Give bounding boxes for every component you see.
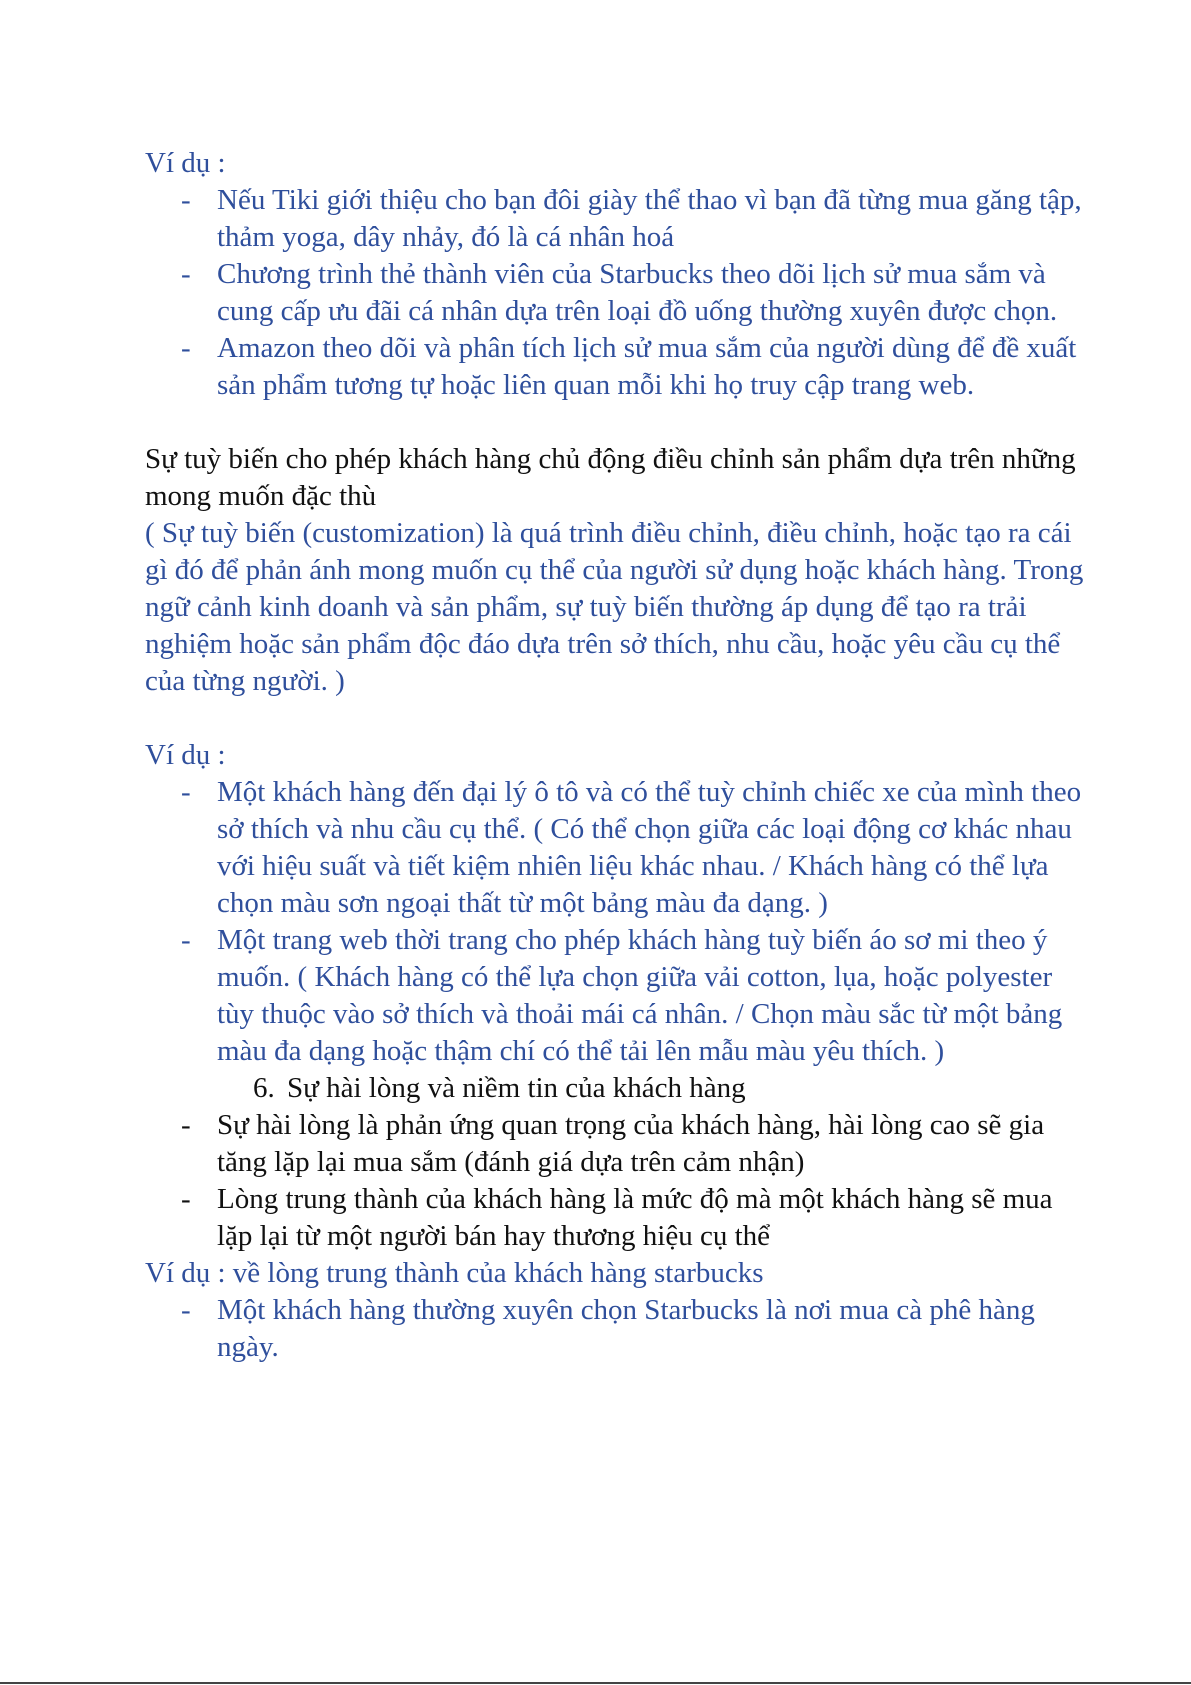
section-number: 6. xyxy=(253,1072,275,1104)
list-item xyxy=(145,774,1085,922)
dash-bullet: - xyxy=(181,1294,191,1326)
list-item xyxy=(145,922,1085,1070)
page-content xyxy=(145,145,1085,1366)
section-points xyxy=(145,1107,1085,1255)
dash-bullet: - xyxy=(181,1183,191,1215)
example-label: Ví dụ : về lòng trung thành của khách hàng starbucks xyxy=(145,1257,764,1289)
dash-bullet: - xyxy=(181,332,191,364)
spacer xyxy=(145,404,1085,441)
list-item-text: Một trang web thời trang cho phép khách hàng tuỳ biến áo sơ mi theo ý muốn. ( Khách hàng có thể lựa chọn giữa vải cotton, lụa, hoặc polyester tùy thuộc vào sở thích và thoải mái cá nhân. / Chọn màu sắc từ một bảng màu đa dạng hoặc thậm chí có thể tải lên mẫu màu yêu thích. ) xyxy=(217,924,1063,1067)
page-bottom-rule xyxy=(0,1682,1191,1684)
example-list xyxy=(145,182,1085,404)
example-list xyxy=(145,774,1085,1070)
list-item xyxy=(145,1181,1085,1255)
list-item xyxy=(145,330,1085,404)
list-item-text: Sự hài lòng là phản ứng quan trọng của khách hàng, hài lòng cao sẽ gia tăng lặp lại mua sắm (đánh giá dựa trên cảm nhận) xyxy=(217,1109,1045,1178)
dash-bullet: - xyxy=(181,924,191,956)
list-item-text: Một khách hàng đến đại lý ô tô và có thể tuỳ chỉnh chiếc xe của mình theo sở thích và nhu cầu cụ thể. ( Có thể chọn giữa các loại động cơ khác nhau với hiệu suất và tiết kiệm nhiên liệu khác nhau. / Khách hàng có thể lựa chọn màu sơn ngoại thất từ một bảng màu đa dạng. ) xyxy=(217,776,1082,919)
list-item xyxy=(145,182,1085,256)
customization-heading: Sự tuỳ biến cho phép khách hàng chủ động điều chỉnh sản phẩm dựa trên những mong muốn đặc thù xyxy=(145,443,1076,512)
customization-explanation: ( Sự tuỳ biến (customization) là quá trình điều chỉnh, điều chỉnh, hoặc tạo ra cái gì đó để phản ánh mong muốn cụ thể của người sử dụng hoặc khách hàng. Trong ngữ cảnh kinh doanh và sản phẩm, sự tuỳ biến thường áp dụng để tạo ra trải nghiệm hoặc sản phẩm độc đáo dựa trên sở thích, nhu cầu, hoặc yêu cầu cụ thể của từng người. ) xyxy=(145,517,1084,697)
example-label: Ví dụ : xyxy=(145,147,226,179)
example-label: Ví dụ : xyxy=(145,739,226,771)
example-list xyxy=(145,1292,1085,1366)
spacer xyxy=(145,700,1085,737)
dash-bullet: - xyxy=(181,776,191,808)
list-item-text: Amazon theo dõi và phân tích lịch sử mua sắm của người dùng để đề xuất sản phẩm tương tự hoặc liên quan mỗi khi họ truy cập trang web. xyxy=(217,332,1077,401)
list-item-text: Lòng trung thành của khách hàng là mức độ mà một khách hàng sẽ mua lặp lại từ một người bán hay thương hiệu cụ thể xyxy=(217,1183,1053,1252)
section-heading xyxy=(145,1070,1085,1107)
dash-bullet: - xyxy=(181,1109,191,1141)
list-item-text: Nếu Tiki giới thiệu cho bạn đôi giày thể thao vì bạn đã từng mua găng tập, thảm yoga, dây nhảy, đó là cá nhân hoá xyxy=(217,184,1082,253)
list-item xyxy=(145,1107,1085,1181)
list-item-text: Một khách hàng thường xuyên chọn Starbucks là nơi mua cà phê hàng ngày. xyxy=(217,1294,1035,1363)
list-item-text: Chương trình thẻ thành viên của Starbucks theo dõi lịch sử mua sắm và cung cấp ưu đãi cá nhân dựa trên loại đồ uống thường xuyên được chọn. xyxy=(217,258,1058,327)
list-item xyxy=(145,256,1085,330)
dash-bullet: - xyxy=(181,258,191,290)
list-item xyxy=(145,1292,1085,1366)
section-title: Sự hài lòng và niềm tin của khách hàng xyxy=(287,1072,746,1104)
dash-bullet: - xyxy=(181,184,191,216)
